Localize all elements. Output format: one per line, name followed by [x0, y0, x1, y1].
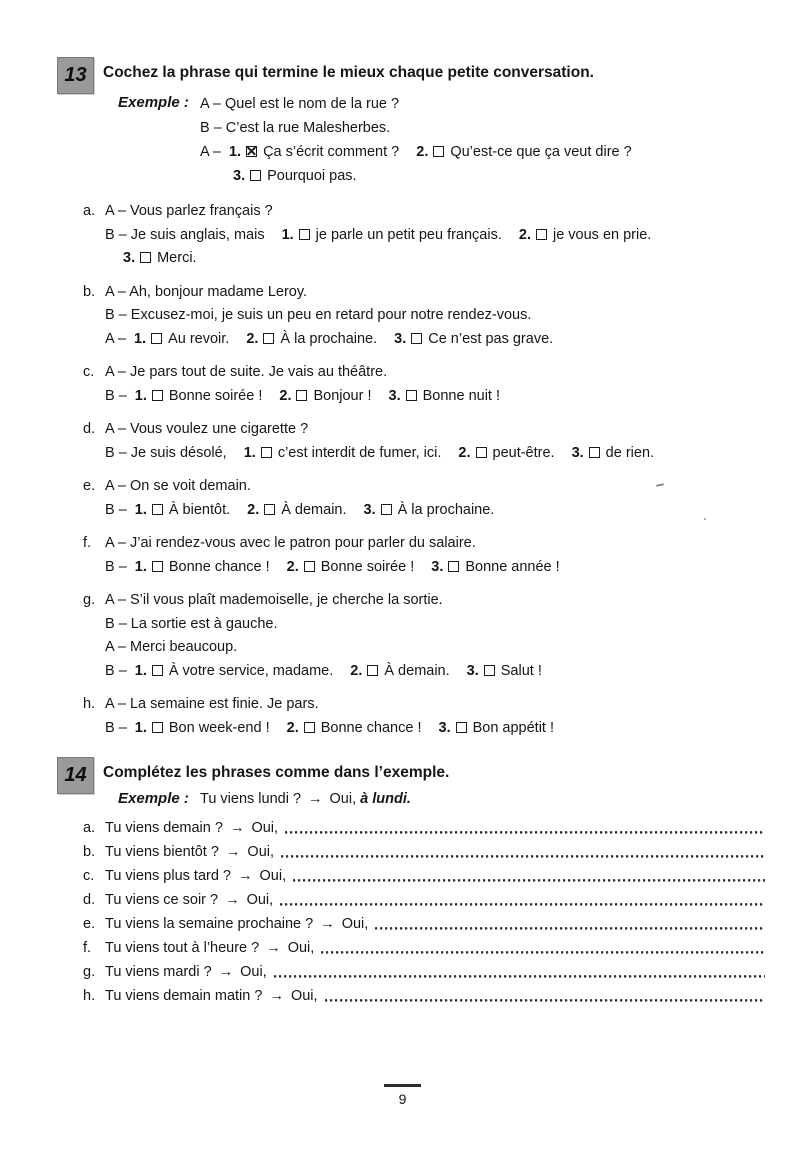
- answer-checkbox[interactable]: [304, 561, 315, 572]
- dialogue-text: A – Quel est le nom de la rue ?: [200, 96, 400, 112]
- answer-checkbox[interactable]: [152, 390, 163, 401]
- example-label: Exemple :: [118, 94, 189, 111]
- exercise-14-number-badge: 14: [57, 757, 94, 794]
- answer-option: [431, 556, 559, 580]
- answer-checkbox[interactable]: [152, 665, 163, 676]
- item-letter: f.: [83, 940, 92, 956]
- example-question: Tu viens lundi ?: [200, 791, 302, 807]
- answer-blank[interactable]: [375, 912, 765, 936]
- answer-checkbox[interactable]: [250, 170, 261, 181]
- dialogue-line: [83, 200, 800, 224]
- completion-item-f: [83, 936, 765, 960]
- item-letter: g.: [83, 592, 96, 608]
- exercise-13-title: Cochez la phrase qui termine le mieux chaque petite conversation.: [103, 64, 594, 81]
- dialogue-line: [105, 717, 800, 741]
- example-answer-prefix: Oui,: [329, 791, 357, 807]
- answer-prefix: Oui,: [247, 844, 275, 860]
- dialogue-line: [105, 556, 800, 580]
- answer-option: [135, 385, 263, 409]
- option-number: 2.: [416, 144, 429, 160]
- dialogue-text: A –: [200, 144, 221, 160]
- option-text: Ce n’est pas grave.: [428, 330, 554, 347]
- exercise-14: [0, 757, 800, 1008]
- option-text: À bientôt.: [168, 501, 231, 518]
- answer-option: [467, 660, 542, 684]
- dialogue-text: B – Je suis anglais, mais: [105, 226, 265, 243]
- option-text: Bonne année !: [465, 558, 560, 575]
- dialogue-line: [105, 442, 800, 466]
- answer-checkbox[interactable]: [152, 561, 163, 572]
- item-letter: g.: [83, 964, 96, 980]
- answer-checkbox[interactable]: [589, 447, 600, 458]
- answer-option: [279, 385, 371, 409]
- option-number: 1.: [228, 144, 242, 160]
- option-text: Bonne nuit !: [422, 387, 501, 404]
- dialogue-line: [105, 636, 800, 660]
- answer-option: [389, 385, 501, 409]
- dialogue-line: [200, 92, 800, 116]
- answer-prefix: Oui,: [287, 940, 315, 956]
- conversation-item-a: [83, 200, 800, 271]
- arrow-icon: →: [320, 916, 335, 932]
- dialogue-text: A – S’il vous plaît mademoiselle, je cherche la sortie.: [105, 592, 443, 608]
- answer-prefix: Oui,: [341, 916, 369, 932]
- dialogue-text: B – La sortie est à gauche.: [105, 615, 278, 632]
- option-text: À demain.: [281, 501, 347, 518]
- item-letter: b.: [83, 844, 96, 860]
- dialogue-text: A – Vous voulez une cigarette ?: [105, 421, 309, 437]
- option-number: 3.: [438, 719, 451, 736]
- dialogue-line: [83, 532, 800, 556]
- answer-prefix: Oui,: [246, 892, 274, 908]
- item-letter: a.: [83, 820, 96, 836]
- item-letter: h.: [83, 696, 96, 712]
- dialogue-line: [83, 281, 800, 305]
- conversation-items: [83, 200, 800, 740]
- completion-item-b: [83, 840, 765, 864]
- item-letter: d.: [83, 892, 96, 908]
- arrow-icon: →: [308, 791, 323, 807]
- dialogue-text: B –: [105, 387, 127, 404]
- option-text: peut-être.: [492, 444, 555, 461]
- option-text: À demain.: [384, 662, 450, 679]
- question-text: Tu viens tout à l’heure ?: [105, 940, 260, 956]
- dialogue-line: [105, 385, 800, 409]
- exercise-13: [0, 57, 800, 750]
- answer-checkbox[interactable]: [304, 722, 315, 733]
- completion-item-d: [83, 888, 765, 912]
- answer-checkbox[interactable]: [536, 229, 547, 240]
- answer-option: [134, 328, 229, 352]
- answer-option: [135, 717, 270, 741]
- option-number: 1.: [134, 719, 147, 736]
- dialogue-text: B – Je suis désolé,: [105, 444, 227, 461]
- option-text: Salut !: [500, 662, 542, 679]
- answer-checkbox[interactable]: [476, 447, 487, 458]
- answer-checkbox[interactable]: [456, 722, 467, 733]
- answer-prefix: Oui,: [259, 868, 287, 884]
- dialogue-line: [83, 589, 800, 613]
- option-text: je parle un petit peu français.: [315, 226, 502, 243]
- option-number: 1.: [281, 226, 294, 243]
- answer-checkbox[interactable]: [261, 447, 272, 458]
- question-text: Tu viens ce soir ?: [105, 892, 219, 908]
- answer-checkbox[interactable]: [263, 333, 274, 344]
- completion-items: [83, 816, 765, 1008]
- answer-checkbox[interactable]: [140, 252, 151, 263]
- dialogue-line: [83, 361, 800, 385]
- answer-option: [244, 442, 442, 466]
- dialogue-line: [105, 304, 800, 328]
- option-number: 1.: [134, 662, 147, 679]
- option-text: Bonjour !: [313, 387, 372, 404]
- exercise-14-example: [118, 790, 800, 807]
- dialogue-line: [105, 499, 800, 523]
- answer-option: [364, 499, 495, 523]
- arrow-icon: →: [225, 844, 241, 860]
- conversation-item-h: [83, 693, 800, 740]
- option-text: c’est interdit de fumer, ici.: [277, 444, 442, 461]
- answer-prefix: Oui,: [240, 964, 267, 980]
- option-number: 2.: [246, 330, 259, 347]
- completion-item-g: [83, 960, 765, 984]
- option-text: À la prochaine.: [397, 501, 495, 518]
- item-letter: b.: [83, 283, 96, 300]
- option-number: 1.: [243, 444, 256, 461]
- answer-blank[interactable]: [280, 888, 765, 912]
- option-number: 2.: [286, 719, 299, 736]
- dialogue-text: A – Je pars tout de suite. Je vais au théâtre.: [105, 364, 388, 380]
- answer-checkbox[interactable]: [152, 504, 163, 515]
- dialogue-line: [200, 116, 800, 140]
- answer-checkbox[interactable]: [433, 146, 444, 157]
- option-number: 3.: [123, 250, 136, 266]
- option-text: Bonne chance !: [168, 558, 270, 575]
- answer-option: [123, 247, 197, 271]
- option-text: Bonne chance !: [320, 719, 422, 736]
- answer-checkbox[interactable]: [381, 504, 392, 515]
- dialogue-line: [200, 140, 800, 164]
- question-text: Tu viens mardi ?: [105, 964, 212, 980]
- option-number: 2.: [350, 662, 363, 679]
- answer-checkbox[interactable]: [151, 333, 162, 344]
- item-letter: c.: [83, 868, 95, 884]
- example-label: Exemple :: [118, 790, 189, 807]
- question-text: Tu viens bientôt ?: [105, 844, 219, 860]
- completion-item-c: [83, 864, 765, 888]
- option-text: À votre service, madame.: [168, 662, 334, 679]
- answer-checkbox[interactable]: [406, 390, 417, 401]
- answer-blank[interactable]: [325, 984, 765, 1008]
- answer-blank[interactable]: [285, 816, 765, 840]
- item-letter: e.: [83, 916, 96, 932]
- answer-option: [439, 717, 555, 741]
- answer-checkbox[interactable]: [367, 665, 378, 676]
- dialogue-text: A – Vous parlez français ?: [105, 203, 273, 219]
- dialogue-text: B – C’est la rue Malesherbes.: [200, 120, 391, 136]
- answer-option: [246, 328, 377, 352]
- answer-checkbox[interactable]: [484, 665, 495, 676]
- exercise-13-example: [118, 92, 800, 188]
- answer-option: [135, 499, 230, 523]
- question-text: Tu viens la semaine prochaine ?: [105, 916, 314, 932]
- answer-option: [572, 442, 654, 466]
- dialogue-text: A – Ah, bonjour madame Leroy.: [105, 283, 308, 300]
- option-number: 1.: [134, 387, 147, 404]
- option-text: À la prochaine.: [280, 330, 378, 347]
- option-text: Pourquoi pas.: [267, 168, 357, 184]
- answer-checkbox[interactable]: [299, 229, 310, 240]
- option-text: Bonne soirée !: [320, 558, 415, 575]
- arrow-icon: →: [266, 940, 281, 956]
- answer-option: [135, 556, 270, 580]
- answer-option: [394, 328, 553, 352]
- answer-option: [135, 660, 334, 684]
- dialogue-line: [200, 164, 800, 188]
- answer-option: [287, 556, 415, 580]
- dialogue-text: B –: [105, 558, 127, 575]
- answer-option: [287, 717, 422, 741]
- arrow-icon: →: [218, 964, 234, 980]
- conversation-item-f: [83, 532, 800, 579]
- conversation-item-b: [83, 281, 800, 352]
- answer-option: [350, 660, 449, 684]
- option-text: de rien.: [605, 444, 655, 461]
- option-number: 2.: [458, 444, 471, 461]
- exercise-14-title: Complétez les phrases comme dans l’exemple.: [103, 764, 450, 781]
- option-text: Ça s’écrit comment ?: [263, 144, 400, 160]
- dialogue-text: B –: [105, 662, 127, 679]
- answer-checkbox[interactable]: [411, 333, 422, 344]
- item-letter: h.: [83, 988, 96, 1004]
- dialogue-line: [105, 224, 800, 248]
- option-number: 3.: [466, 662, 479, 679]
- answer-checkbox[interactable]: [448, 561, 459, 572]
- answer-blank[interactable]: [281, 840, 765, 864]
- dialogue-line: [105, 613, 800, 637]
- option-text: Qu’est-ce que ça veut dire ?: [450, 144, 632, 160]
- dialogue-text: B –: [105, 501, 127, 518]
- item-letter: d.: [83, 421, 96, 437]
- answer-option: [519, 224, 651, 248]
- dialogue-line: [83, 418, 800, 442]
- answer-prefix: Oui,: [290, 988, 318, 1004]
- option-number: 3.: [363, 501, 376, 518]
- option-text: Bonne soirée !: [168, 387, 263, 404]
- option-number: 2.: [518, 226, 531, 243]
- option-number: 2.: [247, 501, 260, 518]
- dialogue-line: [105, 328, 800, 352]
- option-number: 1.: [134, 558, 147, 575]
- completion-item-e: [83, 912, 765, 936]
- dialogue-text: A – La semaine est finie. Je pars.: [105, 696, 319, 712]
- answer-option: [233, 164, 357, 188]
- question-text: Tu viens plus tard ?: [105, 868, 231, 884]
- answer-prefix: Oui,: [251, 820, 279, 836]
- arrow-icon: →: [229, 820, 245, 836]
- completion-item-a: [83, 816, 765, 840]
- answer-checkbox[interactable]: [246, 146, 257, 157]
- conversation-item-d: [83, 418, 800, 465]
- completion-item-h: [83, 984, 765, 1008]
- answer-option: [247, 499, 346, 523]
- conversation-item-g: [83, 589, 800, 683]
- item-letter: e.: [83, 478, 96, 494]
- option-number: 3.: [571, 444, 584, 461]
- arrow-icon: →: [225, 892, 240, 908]
- option-text: Bon week-end !: [168, 719, 270, 736]
- dialogue-line: [105, 247, 800, 271]
- answer-option: [458, 442, 554, 466]
- option-number: 2.: [286, 558, 299, 575]
- dialogue-text: A – Merci beaucoup.: [105, 639, 238, 655]
- option-number: 3.: [233, 168, 246, 184]
- dialogue-line: [105, 660, 800, 684]
- arrow-icon: →: [269, 988, 284, 1004]
- answer-option: [229, 140, 399, 164]
- example-answer-emphasis: à lundi.: [360, 791, 411, 807]
- conversation-item-e: [83, 475, 800, 522]
- conversation-item-c: [83, 361, 800, 408]
- item-letter: c.: [83, 364, 95, 380]
- dialogue-text: A – On se voit demain.: [105, 478, 251, 494]
- option-text: je vous en prie.: [552, 226, 652, 243]
- dialogue-text: B – Excusez-moi, je suis un peu en retard pour notre rendez-vous.: [105, 307, 532, 323]
- question-text: Tu viens demain matin ?: [105, 988, 263, 1004]
- option-number: 3.: [388, 387, 401, 404]
- answer-checkbox[interactable]: [264, 504, 275, 515]
- answer-blank[interactable]: [321, 936, 765, 960]
- answer-checkbox[interactable]: [296, 390, 307, 401]
- option-number: 1.: [134, 501, 147, 518]
- answer-option: [282, 224, 502, 248]
- option-text: Au revoir.: [168, 330, 230, 347]
- dialogue-line: [83, 693, 800, 717]
- item-letter: f.: [83, 535, 92, 551]
- footer-rule: [384, 1084, 421, 1087]
- question-text: Tu viens demain ?: [105, 820, 223, 836]
- option-number: 1.: [133, 330, 147, 347]
- option-number: 3.: [394, 330, 407, 347]
- arrow-icon: →: [238, 868, 253, 884]
- option-number: 2.: [279, 387, 292, 404]
- answer-blank[interactable]: [274, 960, 765, 984]
- option-text: Bon appétit !: [472, 719, 555, 736]
- answer-checkbox[interactable]: [152, 722, 163, 733]
- example-dialogue: [200, 92, 800, 188]
- option-number: 3.: [431, 558, 444, 575]
- option-text: Merci.: [157, 250, 197, 266]
- page-number: 9: [398, 1091, 407, 1107]
- dialogue-line: [83, 475, 800, 499]
- item-letter: a.: [83, 203, 96, 219]
- dialogue-text: A –: [105, 330, 126, 347]
- dialogue-text: B –: [105, 719, 127, 736]
- answer-blank[interactable]: [293, 864, 765, 888]
- answer-option: [416, 140, 631, 164]
- scan-speck: [704, 518, 706, 520]
- exercise-13-number-badge: 13: [57, 57, 94, 94]
- dialogue-text: A – J’ai rendez-vous avec le patron pour parler du salaire.: [105, 535, 476, 551]
